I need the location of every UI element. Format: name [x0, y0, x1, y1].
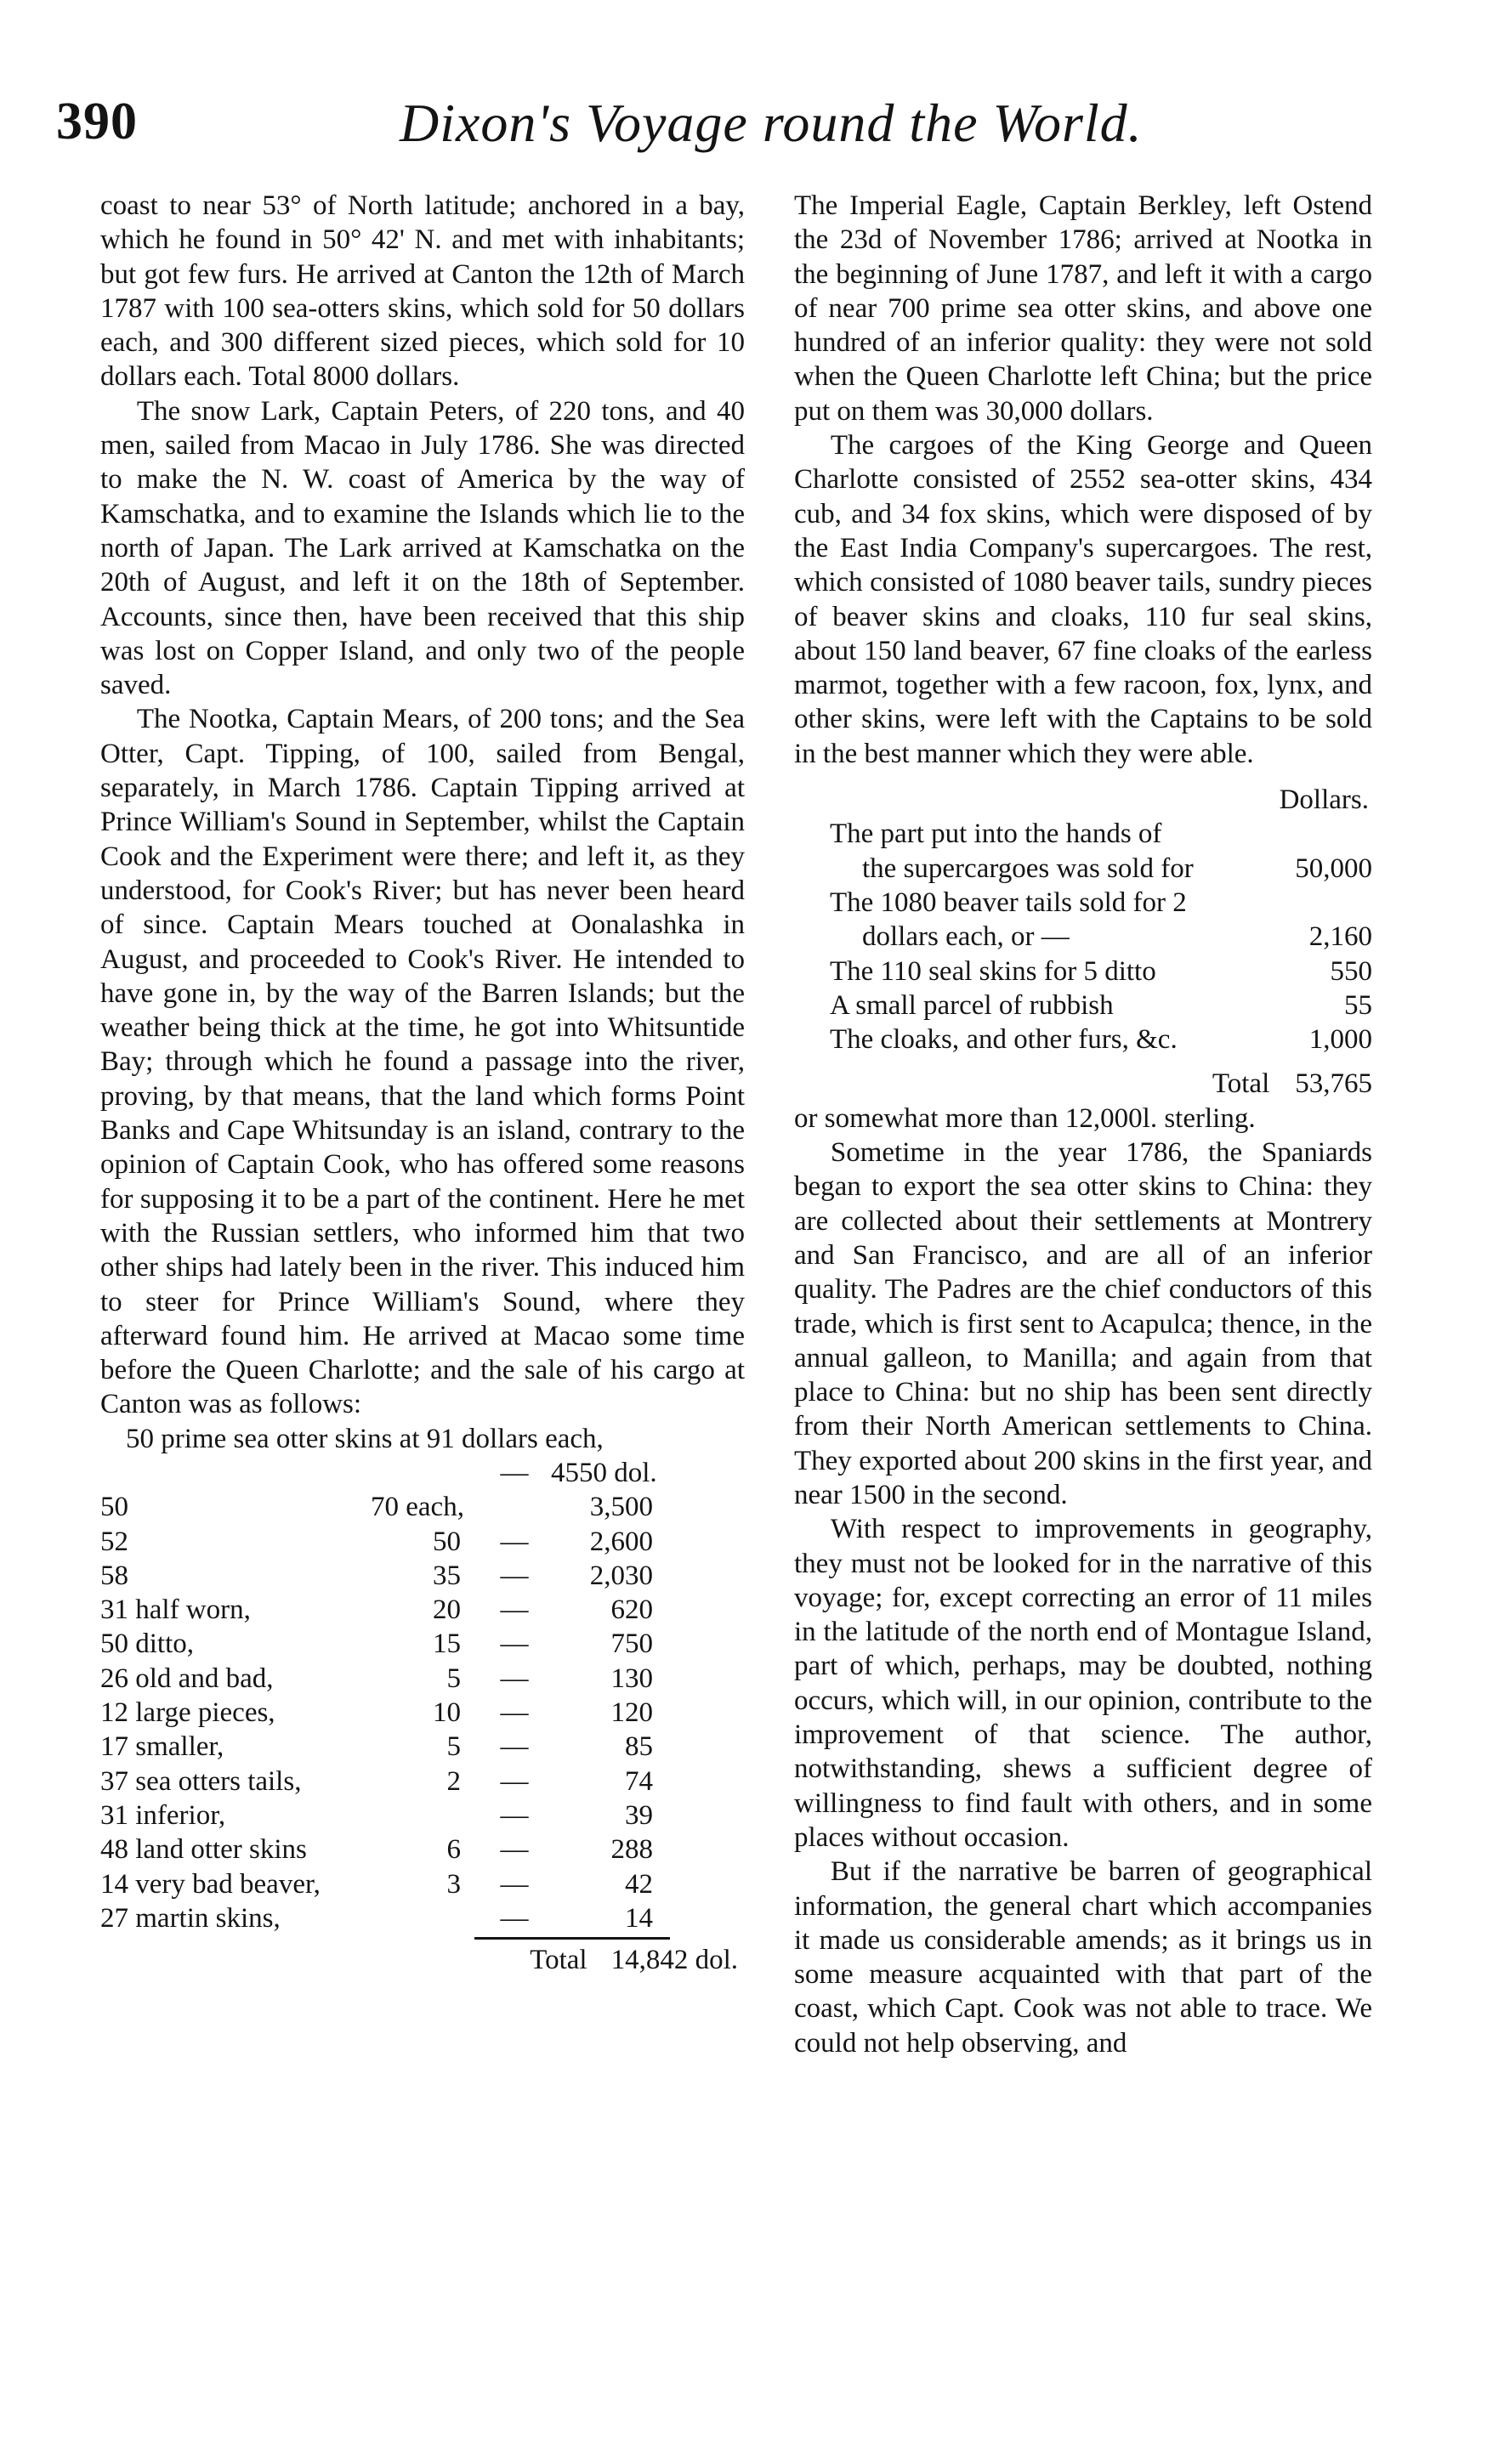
sale-amount: 42 — [625, 1868, 653, 1900]
sale-item: 37 sea otters tails, — [100, 1765, 302, 1797]
sale-price: 2 — [446, 1765, 461, 1797]
sale-item: 31 half worn, — [100, 1595, 251, 1626]
sale-dash: — — [500, 1834, 529, 1866]
sale-table-intro-row — [100, 1422, 745, 1456]
sale-dash: — — [500, 1765, 529, 1797]
sale-amount: 39 — [625, 1799, 653, 1831]
account-amount: 1,000 — [1308, 1024, 1372, 1056]
account-amount: 50,000 — [1295, 852, 1372, 884]
account-total-value: 53,765 — [1295, 1068, 1372, 1100]
account-label: The 110 seal skins for 5 ditto — [830, 955, 1156, 987]
account-amount: 55 — [1344, 989, 1372, 1021]
sale-table-row — [100, 1764, 745, 1798]
sale-table-row — [100, 1867, 745, 1901]
running-head: Dixon's Voyage round the World. — [400, 93, 1143, 153]
sale-price — [371, 1901, 478, 1935]
sale-table-row — [100, 1627, 745, 1661]
sale-dash: — — [500, 1902, 529, 1934]
sale-dash: — — [500, 1526, 529, 1557]
account-label: dollars each, or — — [862, 921, 1070, 953]
account-row — [794, 817, 1372, 851]
right-paragraph-4: Sometime in the year 1786, the Spaniards began to export the sea otter skins to China: they are collected about their settlements at Montrery and San Francisco, and are all of an inferior quality. The Padres are the chief conductors of this trade, which is first sent to Acapulca; thence, in the annual galleon, to Manilla; and again from that place to China: but no ship has been sent directly from their North American settlements to China. They exported about 200 skins in the first year, and near 1500 in the second. — [794, 1137, 1372, 1510]
sale-price: 35 — [433, 1560, 461, 1591]
sale-item: 26 old and bad, — [100, 1662, 274, 1694]
sale-table-row — [100, 1593, 745, 1627]
account-rows — [794, 817, 1372, 1056]
right-column — [794, 189, 1372, 2060]
sale-item: 50 — [100, 1492, 128, 1523]
left-paragraph-2: The snow Lark, Captain Peters, of 220 tons, and 40 men, sailed from Macao in July 1786. She was directed to make the N. W. coast of America by the way of Kamschatka, and to examine the Islands which lie to the north of Japan. The Lark arrived at Kamschatka on the 20th of August, and left it on the 18th of September. Accounts, since then, have been received that this ship was lost on Copper Island, and only two of the people saved. — [100, 395, 745, 701]
sale-price: 15 — [433, 1629, 461, 1660]
sale-item: 12 large pieces, — [100, 1697, 275, 1729]
account-total-label: Total — [1212, 1068, 1270, 1100]
sale-table-row — [100, 1832, 745, 1866]
sale-price: 6 — [446, 1834, 461, 1866]
sale-amount: 2,600 — [589, 1526, 653, 1557]
sale-table-total-row — [100, 1943, 745, 1977]
sale-price: 20 — [433, 1595, 461, 1626]
sale-amount: 2,030 — [589, 1560, 653, 1591]
sale-table-row — [100, 1490, 745, 1524]
sale-dash: — — [500, 1731, 529, 1763]
account-row — [794, 886, 1372, 920]
sale-price: 50 — [433, 1526, 461, 1557]
sale-amount: 120 — [610, 1697, 653, 1729]
account-heading: Dollars. — [1279, 785, 1369, 816]
account-row — [794, 852, 1372, 886]
sale-amount: 620 — [610, 1595, 653, 1626]
account-label: A small parcel of rubbish — [830, 989, 1114, 1021]
sale-price: 10 — [433, 1697, 461, 1729]
sale-table-intro-amount: 4550 dol. — [551, 1457, 657, 1488]
sale-price: 70 each, — [371, 1492, 464, 1523]
account-row — [794, 1022, 1372, 1056]
sale-dash: — — [500, 1868, 529, 1900]
sale-price — [371, 1798, 478, 1832]
sale-item: 50 ditto, — [100, 1629, 195, 1660]
sale-table-rows — [100, 1490, 745, 1935]
sale-dash: — — [500, 1662, 529, 1694]
sale-dash: — — [500, 1595, 529, 1626]
account-row — [794, 988, 1372, 1022]
left-column — [100, 189, 745, 1977]
right-paragraph-2: The cargoes of the King George and Queen Charlotte consisted of 2552 sea-otter skins, 434 cub, and 34 fox skins, which were disposed of by the East India Company's supercargoes. The rest, which consisted of 1080 beaver tails, sundry pieces of beaver skins and cloaks, 110 fur seal skins, about 150 land beaver, 67 fine cloaks of the earless marmot, together with a few racoon, fox, lynx, and other skins, were left with the Captains to be sold in the best manner which they were able. — [794, 430, 1372, 769]
sale-table-row — [100, 1559, 745, 1593]
sale-price: 5 — [446, 1662, 461, 1694]
sale-amount: 130 — [610, 1662, 653, 1694]
account-label: The 1080 beaver tails sold for 2 — [830, 886, 1187, 918]
sale-dash: — — [500, 1697, 529, 1729]
sale-price: 3 — [446, 1868, 461, 1900]
right-paragraph-1: The Imperial Eagle, Captain Berkley, left Ostend the 23d of November 1786; arrived at Nootka in the beginning of June 1787, and left it with a cargo of near 700 prime sea otter skins, and above one hundred of an inferior quality: they were not sold when the Queen Charlotte left China; but the price put on them was 30,000 dollars. — [794, 190, 1372, 427]
account-total-row — [794, 1067, 1372, 1101]
sale-dash: — — [500, 1799, 529, 1831]
sale-table-row — [100, 1901, 745, 1935]
sale-amount: 750 — [610, 1629, 653, 1660]
sale-table-total-label: Total — [530, 1945, 587, 1976]
sale-item: 31 inferior, — [100, 1799, 226, 1831]
sale-item: 58 — [100, 1560, 128, 1591]
sale-amount: 85 — [625, 1731, 653, 1763]
sale-item: 17 smaller, — [100, 1731, 224, 1763]
sale-table-rule — [474, 1937, 670, 1940]
sale-dash — [478, 1490, 551, 1524]
sale-item: 48 land otter skins — [100, 1834, 307, 1866]
left-paragraph-1: coast to near 53° of North latitude; anchored in a bay, which he found in 50° 42' N. and met with inhabitants; but got few furs. He arrived at Canton the 12th of March 1787 with 100 sea-otters skins, which sold for 50 dollars each, and 300 different sized pieces, which sold for 10 dollars each. Total 8000 dollars. — [100, 190, 745, 393]
right-paragraph-3: or somewhat more than 12,000l. sterling. — [794, 1102, 1256, 1134]
sale-price: 5 — [446, 1731, 461, 1763]
account-row — [794, 920, 1372, 954]
left-paragraph-3: The Nootka, Captain Mears, of 200 tons; and the Sea Otter, Capt. Tipping, of 100, sailed from Bengal, separately, in March 1786. Captain Tipping arrived at Prince William's Sound in September, whilst the Captain Cook and the Experiment were there; and left it, as they understood, for Cook's River; but has never been heard of since. Captain Mears touched at Oonalashka in August, and proceeded to Cook's River. He intended to have gone in, by the way of the Barren Islands; but the weather being thick at the time, he got into Whitsuntide Bay; through which he found a passage into the river, proving, by that means, that the land which forms Point Banks and Cape Whitsunday is an island, contrary to the opinion of Captain Cook, who has offered some reasons for supposing it to be a part of the continent. Here he met with the Russian settlers, who informed him that two other ships had lately been in the river. This induced him to steer for Prince William's Sound, where they afterward found him. He arrived at Macao some time before the Queen Charlotte; and the sale of his cargo at Canton was as follows: — [100, 704, 745, 1420]
account-amount — [1284, 886, 1372, 920]
account-table — [794, 783, 1372, 1102]
sale-table-row — [100, 1662, 745, 1696]
sale-dash: — — [500, 1629, 529, 1660]
sale-amount: 74 — [625, 1765, 653, 1797]
account-amount: 550 — [1330, 955, 1372, 987]
sale-table-row — [100, 1730, 745, 1764]
right-paragraph-6: But if the narrative be barren of geographical information, the general chart which accompanies it made us considerable amends; as it brings us in some measure acquainted with that part of the coast, which Capt. Cook was not able to trace. We could not help observing, and — [794, 1856, 1372, 2059]
sale-item: 52 — [100, 1526, 128, 1557]
sale-table-intro-amount-row — [100, 1456, 745, 1490]
account-label: The part put into the hands of — [830, 819, 1162, 850]
account-label: The cloaks, and other furs, &c. — [830, 1024, 1178, 1056]
account-amount: 2,160 — [1308, 921, 1372, 953]
sale-amount: 14 — [625, 1902, 653, 1934]
sale-amount: 288 — [610, 1834, 653, 1866]
sale-item: 14 very bad beaver, — [100, 1868, 321, 1900]
sale-table-row — [100, 1525, 745, 1559]
sale-table-total-value: 14,842 dol. — [610, 1945, 738, 1976]
sale-dash: — — [500, 1560, 529, 1591]
account-row — [794, 954, 1372, 988]
account-label: the supercargoes was sold for — [862, 852, 1194, 884]
sale-table-row — [100, 1696, 745, 1730]
sale-table — [100, 1422, 745, 1978]
right-paragraph-5: With respect to improvements in geography, they must not be looked for in the narrative of this voyage; for, except correcting an error of 11 miles in the latitude of the north end of Montague Island, part of which, perhaps, may be doubted, nothing occurs, which will, in our opinion, contribute to the improvement of that science. The author, notwithstanding, shews a sufficient degree of willingness to find fault with others, and in some places without occasion. — [794, 1514, 1372, 1853]
sale-item: 27 martin skins, — [100, 1902, 281, 1934]
sale-table-row — [100, 1798, 745, 1832]
page-number: 390 — [56, 93, 138, 150]
sale-table-intro: 50 prime sea otter skins at 91 dollars each, — [126, 1423, 604, 1454]
sale-table-intro-dash: — — [500, 1457, 529, 1488]
account-amount — [1284, 817, 1372, 851]
sale-amount: 3,500 — [589, 1492, 653, 1523]
